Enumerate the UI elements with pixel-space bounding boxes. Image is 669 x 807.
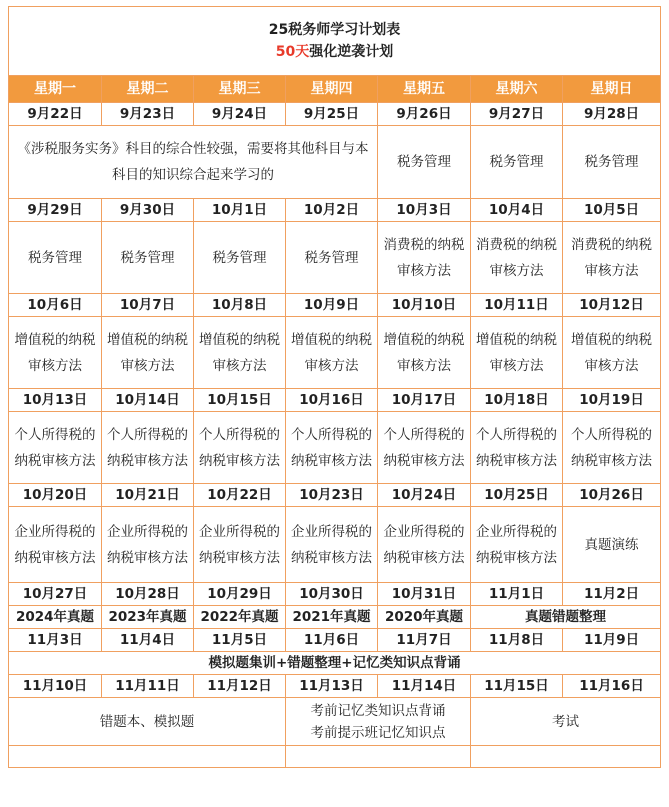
date-cell: 10月25日 xyxy=(471,484,563,507)
date-cell: 10月10日 xyxy=(378,294,471,317)
date-cell: 10月29日 xyxy=(194,583,286,606)
task-cell: 税务管理 xyxy=(563,126,661,199)
date-cell: 10月17日 xyxy=(378,389,471,412)
subtitle-highlight: 50天 xyxy=(275,44,310,60)
date-cell: 11月7日 xyxy=(378,629,471,652)
date-cell: 11月12日 xyxy=(194,675,286,698)
task-row xyxy=(9,222,661,294)
date-row xyxy=(9,583,661,606)
date-cell: 9月29日 xyxy=(9,199,102,222)
date-cell: 9月25日 xyxy=(286,103,378,126)
date-cell: 10月14日 xyxy=(102,389,194,412)
task-cell: 个人所得税的纳税审核方法 xyxy=(9,412,102,484)
task-cell: 2024年真题 xyxy=(9,606,102,629)
date-row xyxy=(9,103,661,126)
weekday-wed: 星期三 xyxy=(194,76,286,103)
date-cell: 10月8日 xyxy=(194,294,286,317)
task-cell: 2021年真题 xyxy=(286,606,378,629)
date-cell: 11月14日 xyxy=(378,675,471,698)
date-cell: 10月12日 xyxy=(563,294,661,317)
task-row xyxy=(9,606,661,629)
task-cell: 消费税的纳税审核方法 xyxy=(378,222,471,294)
task-cell: 增值税的纳税审核方法 xyxy=(194,317,286,389)
task-cell: 税务管理 xyxy=(378,126,471,199)
date-cell: 11月8日 xyxy=(471,629,563,652)
date-cell: 10月2日 xyxy=(286,199,378,222)
date-cell: 10月11日 xyxy=(471,294,563,317)
date-cell: 10月20日 xyxy=(9,484,102,507)
date-cell: 10月24日 xyxy=(378,484,471,507)
date-cell: 10月9日 xyxy=(286,294,378,317)
date-cell: 9月24日 xyxy=(194,103,286,126)
weekday-sat: 星期六 xyxy=(471,76,563,103)
date-cell: 11月11日 xyxy=(102,675,194,698)
date-cell: 10月4日 xyxy=(471,199,563,222)
date-cell: 11月16日 xyxy=(563,675,661,698)
date-cell: 9月22日 xyxy=(9,103,102,126)
date-row xyxy=(9,199,661,222)
task-cell: 个人所得税的纳税审核方法 xyxy=(286,412,378,484)
pre-exam-line-2: 考前提示班记忆知识点 xyxy=(310,724,446,741)
date-cell: 10月5日 xyxy=(563,199,661,222)
task-cell: 税务管理 xyxy=(286,222,378,294)
task-cell: 增值税的纳税审核方法 xyxy=(102,317,194,389)
weekday-tue: 星期二 xyxy=(102,76,194,103)
task-cell: 税务管理 xyxy=(471,126,563,199)
week7-merged-task: 模拟题集训+错题整理+记忆类知识点背诵 xyxy=(9,652,661,675)
subtitle-rest: 强化逆袭计划 xyxy=(309,44,394,60)
date-cell: 11月9日 xyxy=(563,629,661,652)
date-cell: 11月1日 xyxy=(471,583,563,606)
date-cell: 9月28日 xyxy=(563,103,661,126)
task-cell: 企业所得税的纳税审核方法 xyxy=(102,507,194,583)
task-cell: 增值税的纳税审核方法 xyxy=(471,317,563,389)
study-plan-table xyxy=(8,6,661,768)
date-cell: 10月28日 xyxy=(102,583,194,606)
empty-cell xyxy=(9,746,286,768)
date-cell: 10月21日 xyxy=(102,484,194,507)
task-cell: 税务管理 xyxy=(9,222,102,294)
empty-cell xyxy=(286,746,471,768)
date-cell: 11月10日 xyxy=(9,675,102,698)
exam-cell: 考试 xyxy=(471,698,661,746)
empty-row xyxy=(9,746,661,768)
task-row xyxy=(9,652,661,675)
date-cell: 10月26日 xyxy=(563,484,661,507)
date-cell: 10月3日 xyxy=(378,199,471,222)
pre-exam-line-1: 考前记忆类知识点背诵 xyxy=(310,702,446,719)
task-cell: 2023年真题 xyxy=(102,606,194,629)
plan-title: 25税务师学习计划表 xyxy=(268,22,401,38)
task-cell: 增值税的纳税审核方法 xyxy=(378,317,471,389)
task-cell: 个人所得税的纳税审核方法 xyxy=(563,412,661,484)
weekday-thu: 星期四 xyxy=(286,76,378,103)
task-cell: 个人所得税的纳税审核方法 xyxy=(471,412,563,484)
task-cell: 税务管理 xyxy=(194,222,286,294)
task-cell: 增值税的纳税审核方法 xyxy=(286,317,378,389)
merged-note-cell: 《涉税服务实务》科目的综合性较强，需要将其他科目与本科目的知识综合起来学习的 xyxy=(9,126,378,199)
task-cell: 个人所得税的纳税审核方法 xyxy=(102,412,194,484)
study-plan-sheet xyxy=(8,6,660,768)
date-cell: 10月22日 xyxy=(194,484,286,507)
task-cell: 税务管理 xyxy=(102,222,194,294)
weekday-mon: 星期一 xyxy=(9,76,102,103)
date-cell: 10月31日 xyxy=(378,583,471,606)
date-cell: 10月13日 xyxy=(9,389,102,412)
date-cell: 10月6日 xyxy=(9,294,102,317)
date-cell: 11月2日 xyxy=(563,583,661,606)
date-cell: 9月26日 xyxy=(378,103,471,126)
date-cell: 11月3日 xyxy=(9,629,102,652)
date-cell: 10月18日 xyxy=(471,389,563,412)
task-cell: 企业所得税的纳税审核方法 xyxy=(9,507,102,583)
task-cell: 增值税的纳税审核方法 xyxy=(9,317,102,389)
task-cell: 企业所得税的纳税审核方法 xyxy=(471,507,563,583)
date-row xyxy=(9,484,661,507)
date-row xyxy=(9,294,661,317)
date-cell: 10月16日 xyxy=(286,389,378,412)
task-cell: 消费税的纳税审核方法 xyxy=(563,222,661,294)
weekday-header-row xyxy=(9,76,661,103)
task-cell-merged: 真题错题整理 xyxy=(471,606,661,629)
date-cell: 11月5日 xyxy=(194,629,286,652)
task-cell: 个人所得税的纳税审核方法 xyxy=(194,412,286,484)
task-cell: 增值税的纳税审核方法 xyxy=(563,317,661,389)
final-review-cell: 错题本、模拟题 xyxy=(9,698,286,746)
date-cell: 10月19日 xyxy=(563,389,661,412)
task-cell: 消费税的纳税审核方法 xyxy=(471,222,563,294)
date-cell: 10月27日 xyxy=(9,583,102,606)
weekday-fri: 星期五 xyxy=(378,76,471,103)
date-cell: 10月23日 xyxy=(286,484,378,507)
task-row xyxy=(9,507,661,583)
task-cell: 2020年真题 xyxy=(378,606,471,629)
task-cell: 企业所得税的纳税审核方法 xyxy=(378,507,471,583)
task-cell: 企业所得税的纳税审核方法 xyxy=(194,507,286,583)
date-cell: 9月27日 xyxy=(471,103,563,126)
title-cell xyxy=(9,7,661,76)
task-cell: 个人所得税的纳税审核方法 xyxy=(378,412,471,484)
date-cell: 10月30日 xyxy=(286,583,378,606)
date-row xyxy=(9,389,661,412)
date-cell: 11月13日 xyxy=(286,675,378,698)
empty-cell xyxy=(471,746,661,768)
task-row xyxy=(9,698,661,746)
pre-exam-cell xyxy=(286,698,471,746)
date-cell: 11月15日 xyxy=(471,675,563,698)
weekday-sun: 星期日 xyxy=(563,76,661,103)
date-cell: 11月6日 xyxy=(286,629,378,652)
date-row xyxy=(9,629,661,652)
task-row xyxy=(9,126,661,199)
task-cell: 2022年真题 xyxy=(194,606,286,629)
plan-subtitle xyxy=(11,41,658,63)
date-cell: 10月15日 xyxy=(194,389,286,412)
task-row xyxy=(9,412,661,484)
date-cell: 11月4日 xyxy=(102,629,194,652)
date-cell: 10月7日 xyxy=(102,294,194,317)
task-cell: 企业所得税的纳税审核方法 xyxy=(286,507,378,583)
task-cell: 真题演练 xyxy=(563,507,661,583)
task-row xyxy=(9,317,661,389)
date-row xyxy=(9,675,661,698)
date-cell: 10月1日 xyxy=(194,199,286,222)
date-cell: 9月23日 xyxy=(102,103,194,126)
date-cell: 9月30日 xyxy=(102,199,194,222)
